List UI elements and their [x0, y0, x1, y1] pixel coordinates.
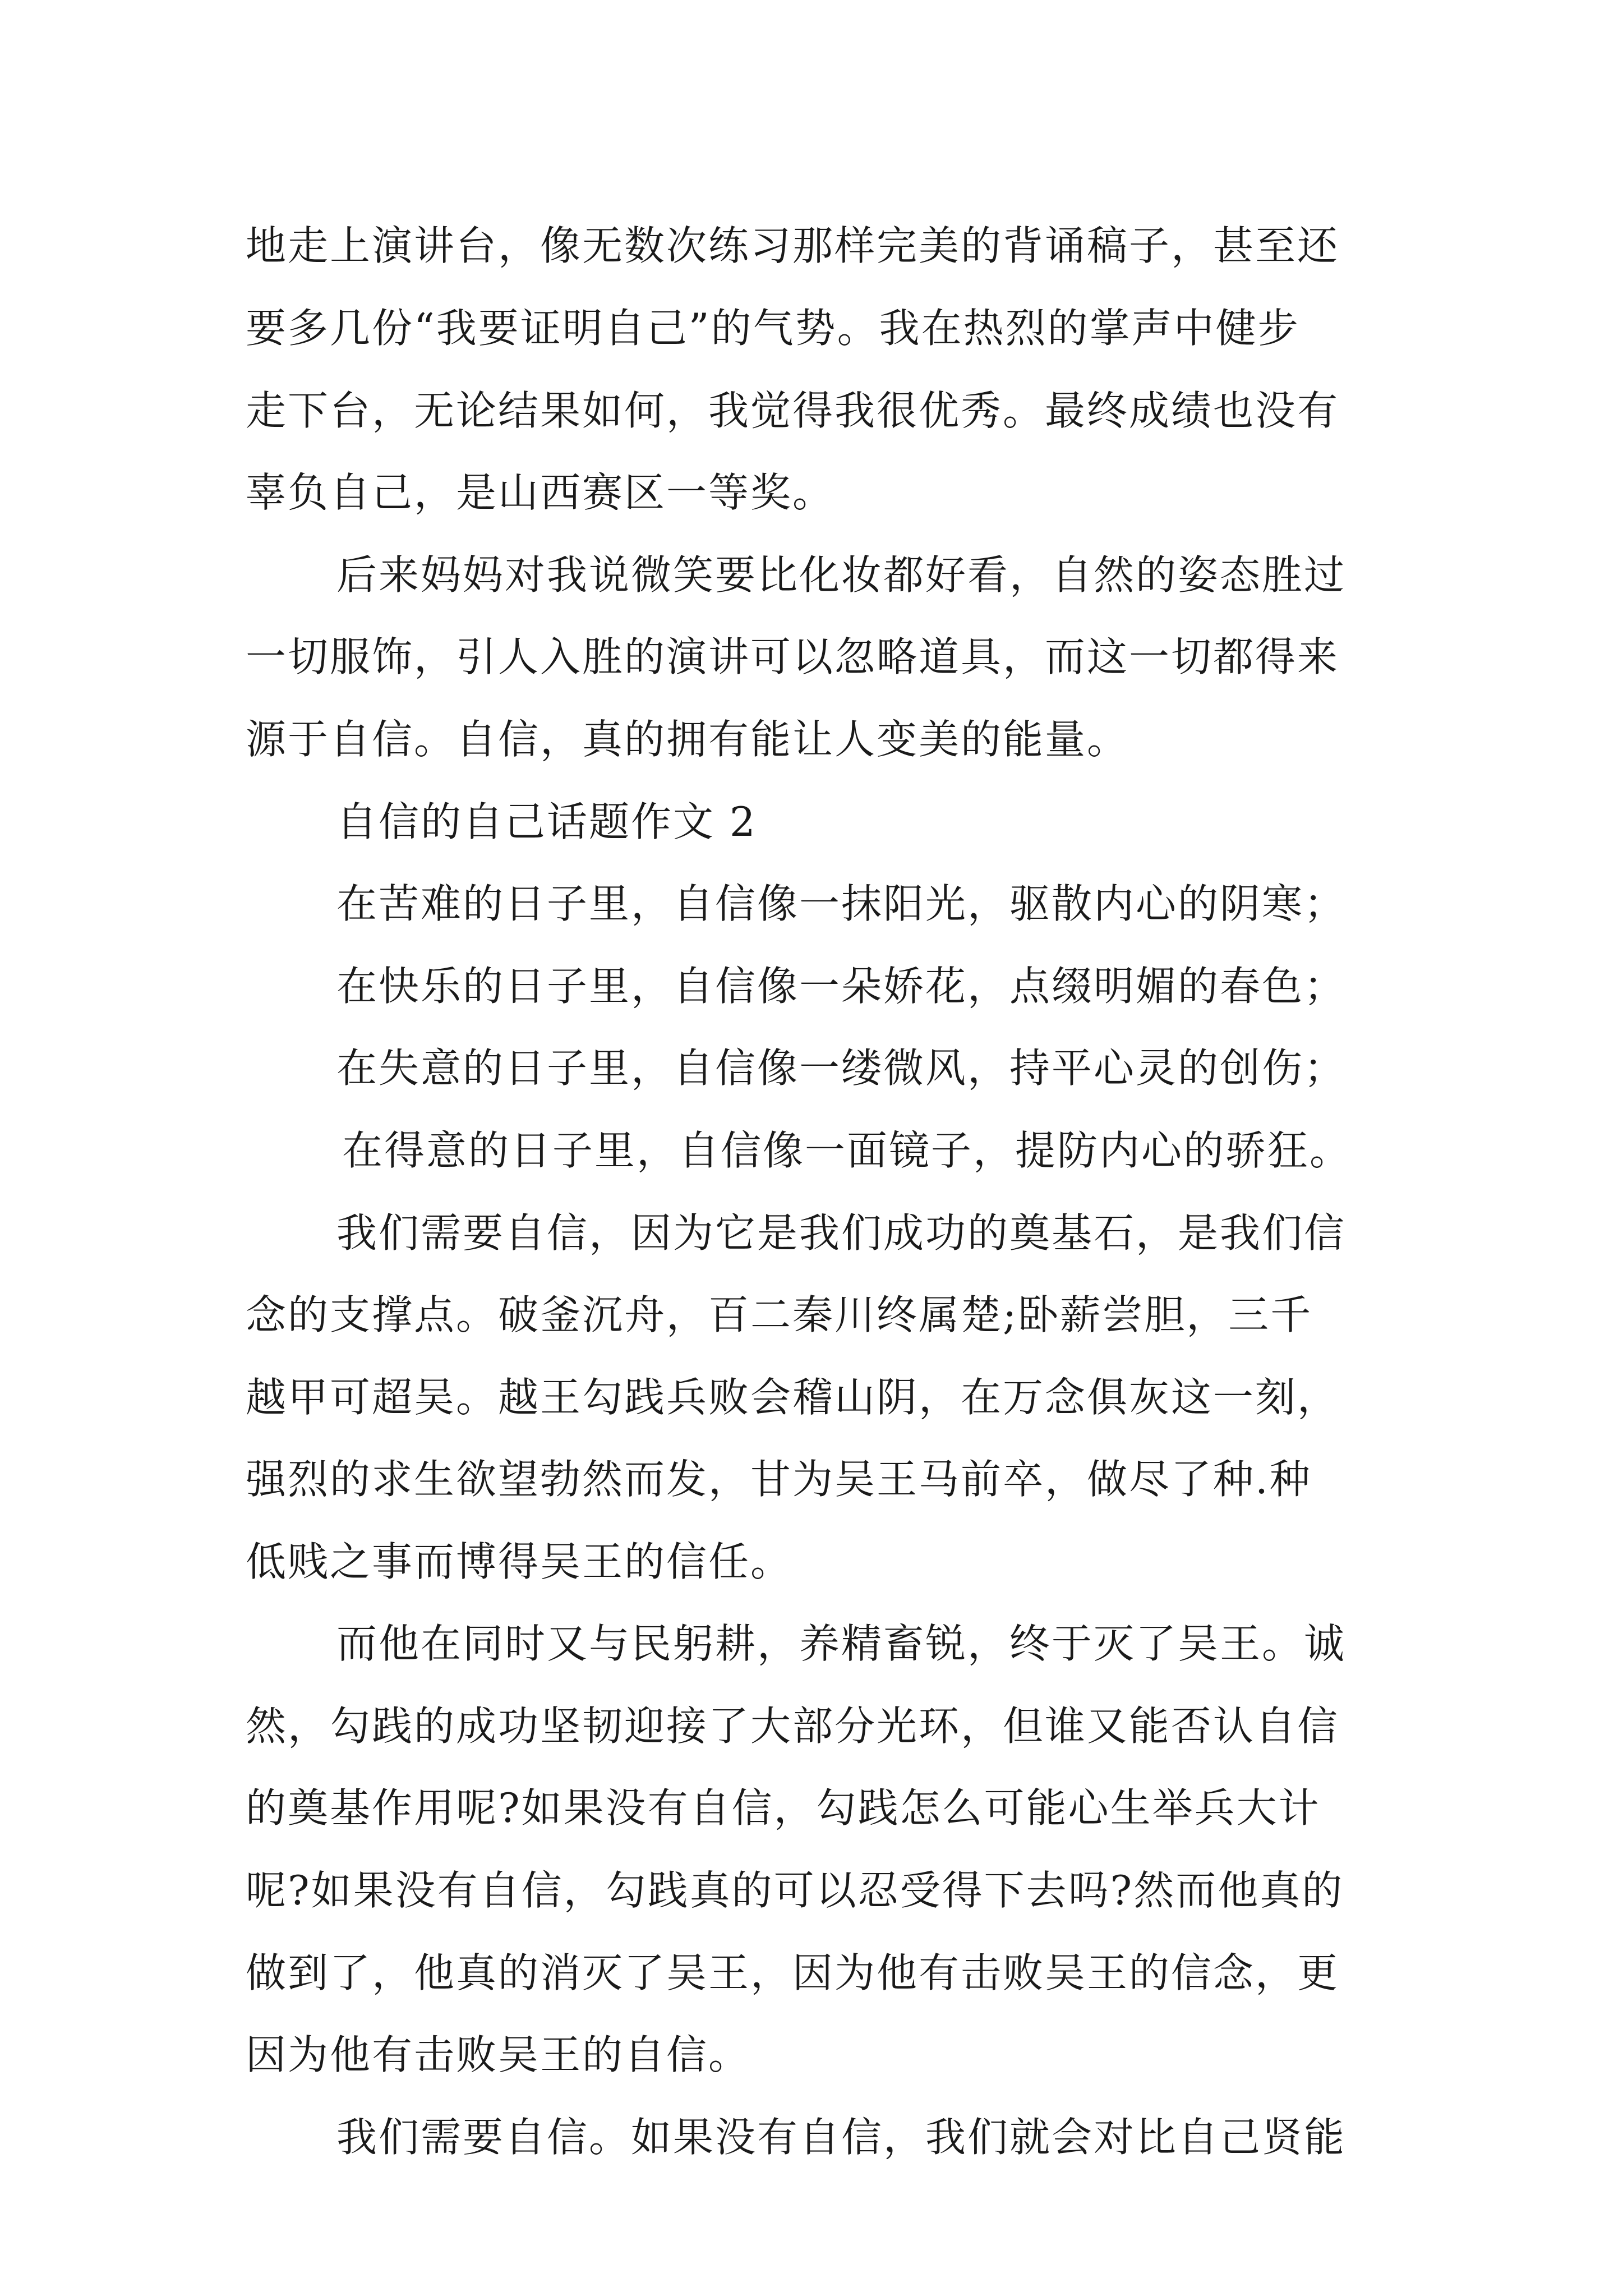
text-line: 要多几份“我要证明自己”的气势。我在热烈的掌声中健步 [246, 305, 1300, 352]
section-heading: 自信的自己话题作文 2 [336, 798, 757, 845]
text-line: 念的支撑点。破釜沉舟，百二秦川终属楚;卧薪尝胆，三千 [246, 1291, 1313, 1338]
text-line: 辜负自己，是山西赛区一等奖。 [246, 469, 835, 516]
text-line: 而他在同时又与民躬耕，养精畜锐，终于灭了吴王。诚 [336, 1620, 1347, 1667]
text-line: 的奠基作用呢?如果没有自信，勾践怎么可能心生举兵大计 [246, 1784, 1321, 1832]
text-line: 一切服饰，引人入胜的演讲可以忽略道具，而这一切都得来 [246, 633, 1340, 680]
text-line: 我们需要自信。如果没有自信，我们就会对比自己贤能 [336, 2114, 1347, 2161]
text-line: 呢?如果没有自信，勾践真的可以忍受得下去吗?然而他真的 [246, 1867, 1344, 1914]
text-line: 我们需要自信，因为它是我们成功的奠基石，是我们信 [336, 1209, 1347, 1257]
text-line: 强烈的求生欲望勃然而发，甘为吴王马前卒，做尽了种.种 [246, 1456, 1312, 1503]
text-line: 越甲可超吴。越王勾践兵败会稽山阴，在万念俱灰这一刻， [246, 1374, 1340, 1421]
text-line: 在苦难的日子里，自信像一抹阳光，驱散内心的阴寒； [336, 880, 1347, 927]
text-line: 然，勾践的成功坚韧迎接了大部分光环，但谁又能否认自信 [246, 1703, 1340, 1750]
text-line: 在快乐的日子里，自信像一朵娇花，点缀明媚的春色； [336, 963, 1347, 1010]
text-line: 低贱之事而博得吴王的信任。 [246, 1538, 793, 1585]
text-line: 在失意的日子里，自信像一缕微风，持平心灵的创伤； [336, 1045, 1347, 1092]
text-line: 后来妈妈对我说微笑要比化妆都好看，自然的姿态胜过 [336, 551, 1347, 599]
text-line: 源于自信。自信，真的拥有能让人变美的能量。 [246, 716, 1129, 763]
text-line: 因为他有击败吴王的自信。 [246, 2031, 751, 2078]
text-line: 在得意的日子里，自信像一面镜子，提防内心的骄狂。 [342, 1127, 1352, 1174]
text-line: 做到了，他真的消灭了吴王，因为他有击败吴王的信念，更 [246, 1949, 1340, 1996]
text-line: 走下台，无论结果如何，我觉得我很优秀。最终成绩也没有 [246, 387, 1340, 434]
text-line: 地走上演讲台，像无数次练习那样完美的背诵稿子，甚至还 [246, 222, 1340, 269]
